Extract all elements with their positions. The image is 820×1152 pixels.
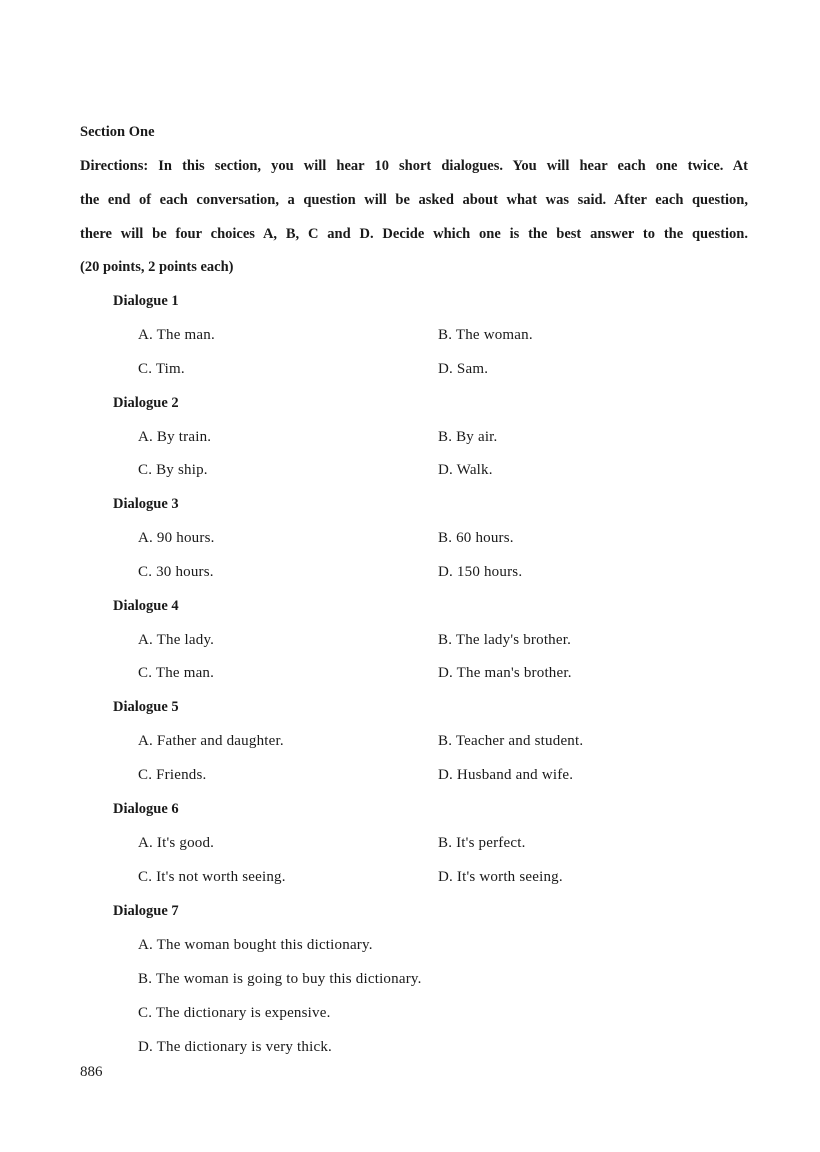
dialogue-7-option-a: A. The woman bought this dictionary. [138, 937, 373, 953]
dialogue-4-title: Dialogue 4 [113, 598, 179, 614]
dialogue-3-option-b: B. 60 hours. [438, 530, 514, 546]
directions-line-1: Directions: In this section, you will hear 10 short dialogues. You will hear each one twice. At [80, 158, 748, 174]
section-title: Section One [80, 124, 155, 140]
dialogue-7-option-c: C. The dictionary is expensive. [138, 1005, 331, 1021]
dialogue-2-option-d: D. Walk. [438, 462, 493, 478]
dialogue-2-option-a: A. By train. [138, 429, 212, 445]
dialogue-4-option-d: D. The man's brother. [438, 665, 572, 681]
dialogue-2-option-c: C. By ship. [138, 462, 208, 478]
dialogue-5-option-a: A. Father and daughter. [138, 733, 284, 749]
dialogue-1-option-b: B. The woman. [438, 327, 533, 343]
dialogue-5-option-b: B. Teacher and student. [438, 733, 584, 749]
dialogue-1-option-d: D. Sam. [438, 361, 489, 377]
dialogue-6-option-c: C. It's not worth seeing. [138, 869, 286, 885]
dialogue-1-option-c: C. Tim. [138, 361, 185, 377]
dialogue-4-option-b: B. The lady's brother. [438, 632, 572, 648]
dialogue-6-option-a: A. It's good. [138, 835, 215, 851]
directions-line-4: (20 points, 2 points each) [80, 259, 234, 275]
dialogue-6-title: Dialogue 6 [113, 801, 179, 817]
page-number: 886 [80, 1064, 103, 1080]
dialogue-5-title: Dialogue 5 [113, 699, 179, 715]
dialogue-1-option-a: A. The man. [138, 327, 215, 343]
dialogue-3-option-c: C. 30 hours. [138, 564, 214, 580]
dialogue-2-title: Dialogue 2 [113, 395, 179, 411]
dialogue-5-option-d: D. Husband and wife. [438, 767, 574, 783]
dialogue-7-option-d: D. The dictionary is very thick. [138, 1039, 332, 1055]
dialogue-3-title: Dialogue 3 [113, 496, 179, 512]
dialogue-6-option-d: D. It's worth seeing. [438, 869, 563, 885]
dialogue-3-option-a: A. 90 hours. [138, 530, 215, 546]
dialogue-1-title: Dialogue 1 [113, 293, 179, 309]
dialogue-7-option-b: B. The woman is going to buy this dictionary. [138, 971, 422, 987]
dialogue-4-option-a: A. The lady. [138, 632, 215, 648]
directions-line-3: there will be four choices A, B, C and D. Decide which one is the best answer to the question. [80, 226, 748, 242]
dialogue-6-option-b: B. It's perfect. [438, 835, 526, 851]
dialogue-4-option-c: C. The man. [138, 665, 215, 681]
directions-line-2: the end of each conversation, a question will be asked about what was said. After each question, [80, 192, 748, 208]
dialogue-7-title: Dialogue 7 [113, 903, 179, 919]
dialogue-3-option-d: D. 150 hours. [438, 564, 523, 580]
dialogue-5-option-c: C. Friends. [138, 767, 207, 783]
dialogue-2-option-b: B. By air. [438, 429, 498, 445]
